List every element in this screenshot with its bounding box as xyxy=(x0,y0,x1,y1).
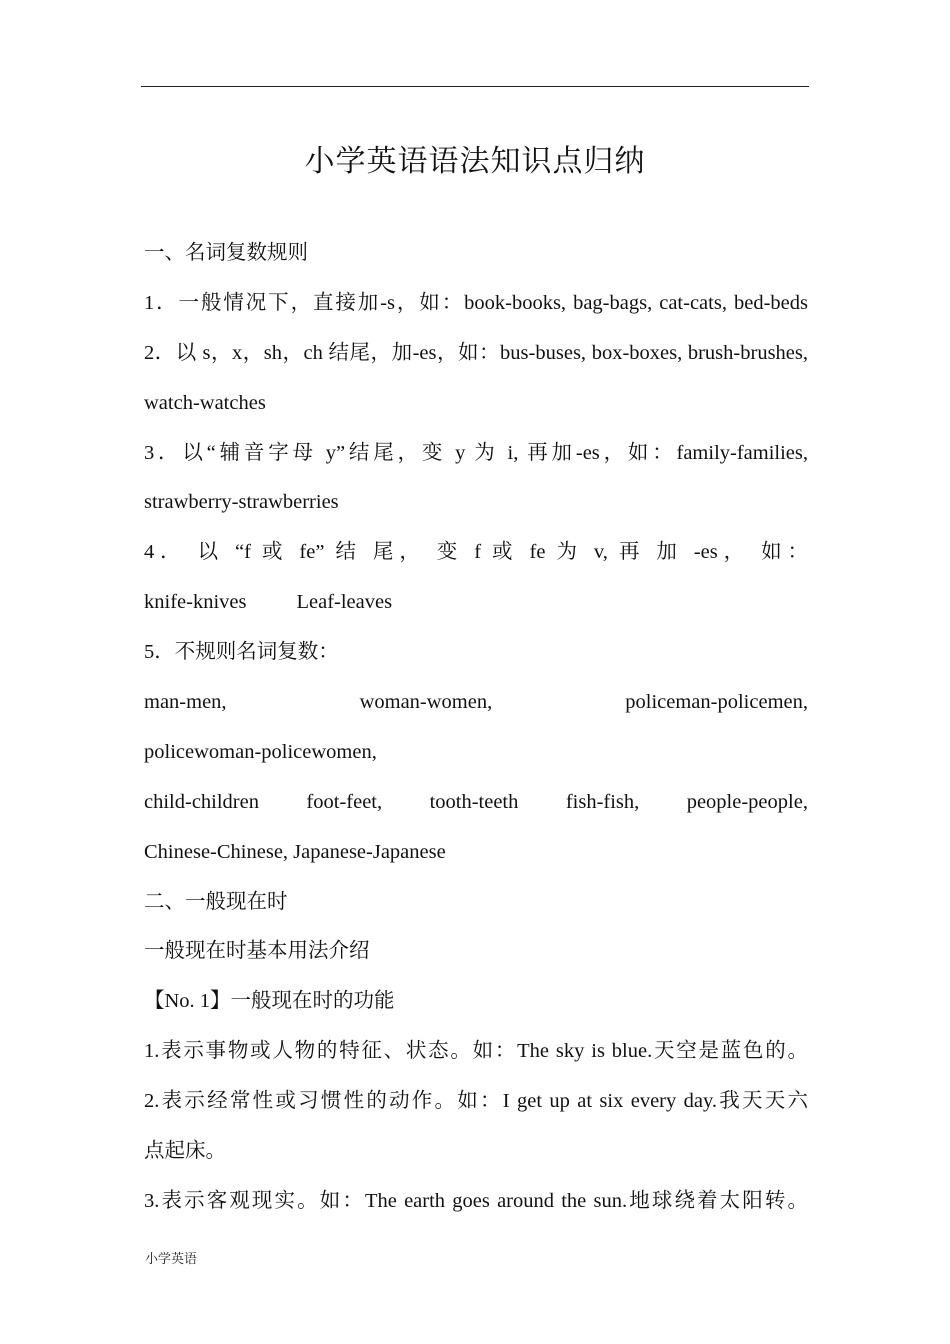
document-title: 小学英语语法知识点归纳 xyxy=(304,144,646,179)
subsection-heading: 一般现在时基本用法介绍 xyxy=(144,940,370,963)
irregular-line-3 xyxy=(144,778,808,828)
function-2: 2.表示经常性或习惯性的动作。如：I get up at six every day.我天天六 xyxy=(144,1090,808,1113)
rule-1: 1．一般情况下，直接加-s，如：book-books, bag-bags, cat-cats, bed-beds xyxy=(144,291,808,314)
example-word: foot-feet, xyxy=(306,790,383,813)
rule-4-cont xyxy=(144,578,808,628)
function-1: 1.表示事物或人物的特征、状态。如：The sky is blue.天空是蓝色的。 xyxy=(144,1040,808,1063)
header-rule xyxy=(141,86,809,87)
example-word: knife-knives xyxy=(144,591,247,614)
document-body xyxy=(144,229,808,1227)
rule-3-cont: strawberry-strawberries xyxy=(144,491,339,514)
example-word: Leaf-leaves xyxy=(296,591,393,614)
example-word: man-men, xyxy=(144,691,227,714)
function-2-cont: 点起床。 xyxy=(144,1140,226,1163)
function-3: 3.表示客观现实。如：The earth goes around the sun.地球绕着太阳转。 xyxy=(144,1189,808,1212)
example-word: people-people, xyxy=(686,790,808,813)
example-word: policeman-policemen, xyxy=(625,691,808,714)
rule-5: 5．不规则名词复数： xyxy=(144,641,339,664)
section-heading: 二、一般现在时 xyxy=(144,890,288,913)
rule-3: 3．以“辅音字母 y”结尾，变 y 为 i, 再加-es，如：family-families, xyxy=(144,441,808,464)
example-word: tooth-teeth xyxy=(429,790,519,813)
rule-2: 2．以 s，x，sh，ch 结尾，加-es，如：bus-buses, box-boxes, brush-brushes, xyxy=(144,341,808,364)
rule-4: 4． 以 “f 或 fe” 结 尾， 变 f 或 fe 为 v, 再 加 -es， 如： xyxy=(144,541,808,564)
page-footer: 小学英语 xyxy=(145,1252,198,1267)
example-word: woman-women, xyxy=(359,691,493,714)
irregular-line-2: policewoman-policewomen, xyxy=(144,740,377,763)
point-heading: 【No. 1】一般现在时的功能 xyxy=(144,990,395,1013)
section-heading: 一、名词复数规则 xyxy=(144,242,308,264)
example-word: fish-fish, xyxy=(565,790,640,813)
irregular-line-4: Chinese-Chinese, Japanese-Japanese xyxy=(144,840,446,863)
example-word: child-children xyxy=(144,790,259,813)
rule-2-cont: watch-watches xyxy=(144,391,266,414)
irregular-line-1 xyxy=(144,678,808,728)
